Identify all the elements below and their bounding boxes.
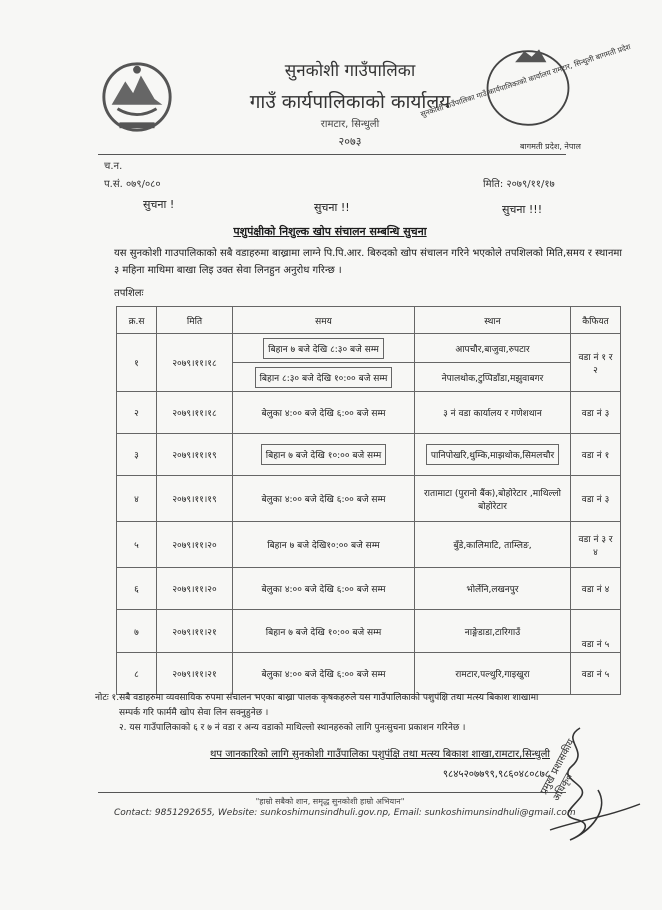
row-time [233, 363, 415, 392]
seal-text: सुनकोशी गाउँपालिका गाउँ कार्यपालिकाको कार्यालय रामटार, सिन्धुली बागमती प्रदेश [419, 42, 632, 119]
row-place: रातामाटा (पुरानो बैंक),बोहोरेटार ,माथिल्लो बोहोरेटार [415, 476, 571, 522]
row-remark: वडा नं ४ [571, 568, 621, 610]
row-place [415, 434, 571, 476]
row-time [233, 434, 415, 476]
row-remark: वडा नं ५ [571, 610, 621, 653]
table-row [117, 610, 621, 653]
row-sn: ५ [117, 522, 157, 568]
office-seal-icon [419, 42, 632, 134]
col-date: मिति [157, 307, 233, 334]
row-date: २०७९।११।२१ [157, 610, 233, 653]
note-2: २. यस गाउँपालिकाको ६ र ७ नं वडा र अन्य वडाको माथिल्लो स्थानहरुको लागि पुनःसुचना प्रकाशन गरिनेछ । [119, 723, 466, 733]
more-info-line: थप जानकारिको लागि सुनकोशी गाउँपालिका पशुपंक्षि तथा मत्स्य बिकाश शाखा,रामटार,सिन्धुली [209, 749, 550, 760]
row-sn: ६ [117, 568, 157, 610]
row-place: भोर्लेनि,लखनपुर [415, 568, 571, 610]
row-date: २०७९।११।१९ [157, 434, 233, 476]
row-sn: ४ [117, 476, 157, 522]
row-date: २०७९।११।१९ [157, 476, 233, 522]
row-time: बेलुका ४:०० बजे देखि ६:०० बजे सम्म [233, 568, 415, 610]
table-row [117, 392, 621, 434]
row-date: २०७९।११।२० [157, 522, 233, 568]
notice-1: सुचना ! [143, 198, 175, 211]
office-address: रामटार, सिन्धुली [320, 119, 380, 130]
table-row [117, 476, 621, 522]
row-remark: वडा नं १ [571, 434, 621, 476]
table-row [117, 522, 621, 568]
row-place-text: पानिपोखरि,थुम्कि,माझथोक,सिमलचौर [426, 444, 559, 465]
row-time-text: बिहान ८:३० बजे देखि १०:०० बजे सम्म [255, 367, 393, 388]
government-emblem-icon [98, 58, 176, 136]
cha-number: च.न. [104, 161, 123, 172]
row-place: नेपालथोक,टुप्पिडाँडा,मझुवाबगर [415, 363, 571, 392]
row-sn: १ [117, 334, 157, 392]
row-place: नाङ्गेडाडा,टारिगाउँ [415, 610, 571, 653]
col-place: स्थान [415, 307, 571, 334]
row-time: बेलुका ४:०० बजे देखि ६:०० बजे सम्म [233, 392, 415, 434]
row-date: २०७९।११।२१ [157, 653, 233, 695]
row-time-text: बिहान ७ बजे देखि १०:०० बजे सम्म [261, 444, 386, 465]
officer-title: प्रमुख प्रशासकीय अधिकृत [538, 737, 577, 804]
row-sn: ७ [117, 610, 157, 653]
row-remark: वडा नं १ र २ [571, 334, 621, 392]
phone-numbers: ९८४५२०७७९९,९८६०४८०८७८ [442, 769, 550, 780]
note-1: नोटः १.सबै वडाहरुमा व्यवसायिक रुपमा संचालन भएका बाख्रा पालक कृषकहरुले यस गाउँपालिकाको पशुपंक्षि तथा मत्स्य बिकाश शाखामा [95, 693, 539, 703]
table-row [117, 334, 621, 363]
notice-2: सुचना !! [314, 201, 350, 214]
vaccination-schedule-table [116, 306, 621, 695]
seal-subtitle: बागमती प्रदेश, नेपाल [520, 142, 581, 151]
office-name: गाउँ कार्यपालिकाको कार्यालय [249, 91, 451, 113]
row-time: बिहान ७ बजे देखि१०:०० बजे सम्म [233, 522, 415, 568]
row-date: २०७९।११।१८ [157, 334, 233, 392]
pa-sa-number: प.सं. ०७९/०८० [104, 179, 161, 190]
row-time: बेलुका ४:०० बजे देखि ६:०० बजे सम्म [233, 653, 415, 695]
table-row [117, 568, 621, 610]
footer-rule [98, 792, 566, 793]
row-sn: ८ [117, 653, 157, 695]
row-time: बिहान ७ बजे देखि १०:०० बजे सम्म [233, 610, 415, 653]
row-sn: ३ [117, 434, 157, 476]
table-header-row [117, 307, 621, 334]
note-1-cont: सम्पर्क गरि फार्ममै खोप सेवा लिन सक्नुहुनेछ । [119, 708, 269, 718]
row-time: बेलुका ४:०० बजे देखि ६:०० बजे सम्म [233, 476, 415, 522]
row-remark: वडा नं ५ [571, 653, 621, 695]
row-remark: वडा नं ३ [571, 392, 621, 434]
row-sn: २ [117, 392, 157, 434]
header-rule [98, 154, 566, 155]
notice-title: पशुपंक्षीको निशुल्क खोप संचालन सम्बन्धि सुचना [233, 225, 427, 238]
row-place: बुँडे,कालिमाटि, ताम्लिङ, [415, 522, 571, 568]
intro-paragraph: यस सुनकोशी गाउपालिकाको सबै वडाहरुमा बाख्रामा लाग्ने पि.पि.आर. बिरुदको खोप संचालन गरिने भएकोले तपशिलको मिति,समय र स्थानमा ३ महिना माथिमा बाखा लिइ उक्त सेवा लिनहुन अनुरोध गरिन्छ । [114, 248, 622, 276]
header-year: २०७३ [338, 135, 362, 148]
col-time: समय [233, 307, 415, 334]
notice-3: सुचना !!! [502, 203, 543, 216]
row-place: रामटार,पल्थुरि,गाइखुरा [415, 653, 571, 695]
table-row [117, 434, 621, 476]
col-remark: कैफियत [571, 307, 621, 334]
slogan: "हाम्रो सबैको शान, समृद्ध सुनकोशी हाम्रो अभियान" [255, 797, 405, 806]
row-time [233, 334, 415, 363]
tapsil-label: तपशिलः [114, 288, 144, 299]
row-remark: वडा नं ३ [571, 476, 621, 522]
row-place: ३ नं वडा कार्यालय र गणेशथान [415, 392, 571, 434]
municipality-name: सुनकोशी गाउँपालिका [284, 61, 416, 81]
row-remark: वडा नं ३ र ४ [571, 522, 621, 568]
letter-date: मिति: २०७९/११/१७ [483, 179, 555, 190]
col-sn: क्र.स [117, 307, 157, 334]
row-place: आपचौर,बाजुवा,रुपटार [415, 334, 571, 363]
row-date: २०७९।११।१८ [157, 392, 233, 434]
table-row [117, 653, 621, 695]
row-date: २०७९।११।२० [157, 568, 233, 610]
footer-contact: Contact: 9851292655, Website: sunkoshimunsindhuli.gov.np, Email: sunkoshimunsindhuli@gmail.com [114, 808, 576, 818]
row-time-text: बिहान ७ बजे देखि ८:३० बजे सम्म [263, 338, 384, 359]
